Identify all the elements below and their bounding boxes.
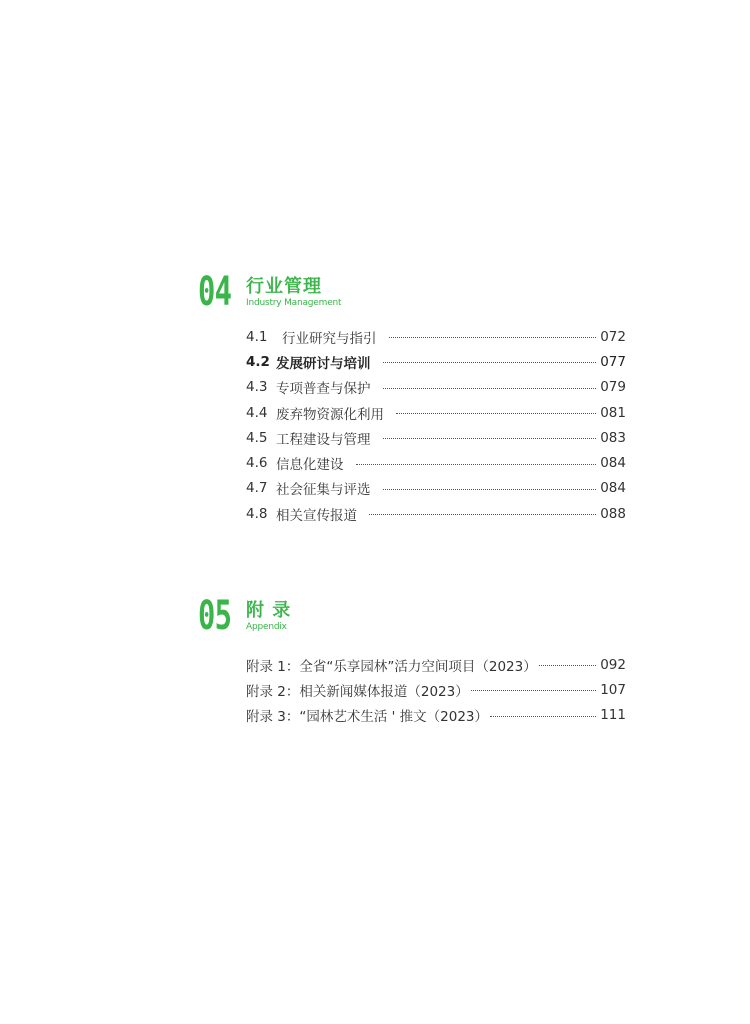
toc-entry-number: 4.5 (246, 429, 268, 446)
toc-entry-label: 附录 1：全省“乐享园林”活力空间项目（2023） (246, 658, 537, 675)
toc-entry-label: 废弃物资源化利用 (276, 406, 384, 423)
toc-entry-number: 4.6 (246, 455, 268, 472)
toc-entry-4-7[interactable] (246, 476, 626, 501)
dotted-leader (471, 690, 596, 691)
section-number: 05 (198, 593, 232, 639)
toc-list (246, 324, 626, 526)
section-industry-management (198, 269, 628, 524)
toc-entry-page: 081 (600, 404, 626, 421)
toc-entry-label: 专项普查与保护 (276, 381, 371, 398)
dotted-leader (539, 665, 596, 666)
toc-entry-page: 079 (600, 379, 626, 396)
section-appendix (198, 593, 628, 726)
toc-entry-label: 信息化建设 (276, 457, 344, 474)
toc-entry-label: 附录 2：相关新闻媒体报道（2023） (246, 683, 469, 700)
toc-entry-number: 4.4 (246, 404, 268, 421)
toc-entry-4-6[interactable] (246, 450, 626, 475)
toc-entry-page: 111 (600, 707, 626, 724)
toc-entry-label: 社会征集与评选 (276, 482, 371, 499)
toc-entry-4-2[interactable] (246, 349, 626, 374)
dotted-leader (383, 362, 597, 363)
section-subtitle: Industry Management (246, 298, 342, 308)
toc-entry-label: 行业研究与指引 (282, 330, 377, 347)
dotted-leader (389, 337, 597, 338)
dotted-leader (383, 388, 597, 389)
toc-entry-page: 092 (600, 656, 626, 673)
toc-entry-label: 相关宣传报道 (276, 507, 357, 524)
dotted-leader (356, 464, 597, 465)
toc-entry-page: 107 (600, 681, 626, 698)
toc-entry-4-5[interactable] (246, 425, 626, 450)
toc-entry-number: 4.1 (246, 328, 268, 345)
toc-entry-number: 4.3 (246, 379, 268, 396)
section-number: 04 (198, 269, 232, 315)
toc-entry-4-3[interactable] (246, 375, 626, 400)
section-title: 附 录 (246, 600, 292, 621)
toc-entry-number: 4.7 (246, 480, 268, 497)
toc-entry-appendix-1[interactable] (246, 652, 626, 677)
toc-entry-page: 083 (600, 429, 626, 446)
dotted-leader (383, 438, 597, 439)
toc-entry-label: 附录 3：“园林艺术生活 ' 推文（2023） (246, 709, 489, 726)
section-header (198, 593, 628, 644)
section-subtitle: Appendix (246, 622, 287, 632)
toc-list (246, 652, 626, 728)
toc-entry-4-1[interactable] (246, 324, 626, 349)
dotted-leader (396, 413, 596, 414)
dotted-leader (490, 716, 596, 717)
toc-entry-number: 4.2 (246, 353, 270, 370)
toc-entry-page: 077 (600, 353, 626, 370)
toc-entry-4-8[interactable] (246, 501, 626, 526)
toc-entry-page: 084 (600, 455, 626, 472)
dotted-leader (383, 489, 597, 490)
toc-entry-page: 084 (600, 480, 626, 497)
toc-entry-page: 072 (600, 328, 626, 345)
toc-entry-4-4[interactable] (246, 400, 626, 425)
section-title: 行业管理 (246, 276, 322, 297)
toc-entry-number: 4.8 (246, 505, 268, 522)
toc-entry-page: 088 (600, 505, 626, 522)
toc-entry-label: 工程建设与管理 (276, 431, 371, 448)
toc-entry-appendix-3[interactable] (246, 703, 626, 728)
toc-entry-appendix-2[interactable] (246, 677, 626, 702)
dotted-leader (369, 514, 596, 515)
toc-entry-label: 发展研讨与培训 (276, 355, 371, 372)
section-header (198, 269, 628, 320)
